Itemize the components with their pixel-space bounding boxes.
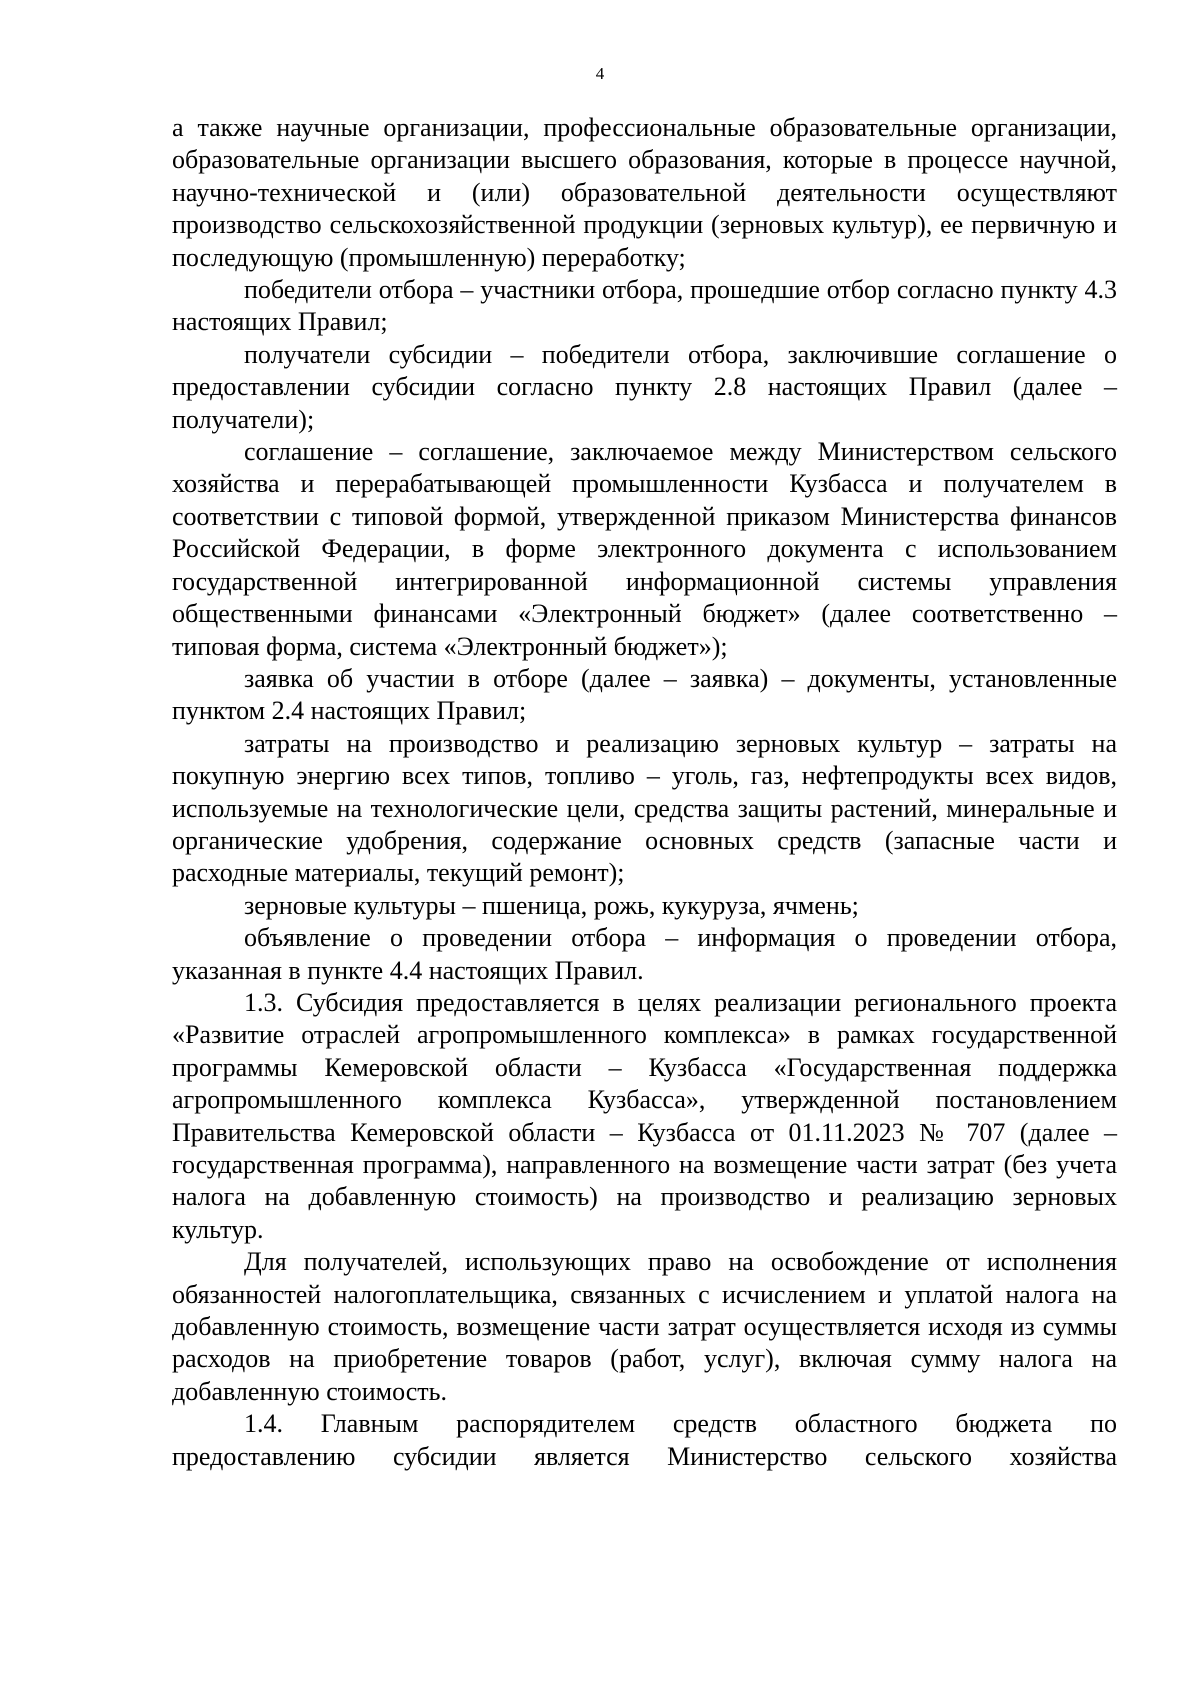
paragraph-production-costs: затраты на производство и реализацию зерновых культур – затраты на покупную энергию всех типов, топливо – уголь, газ, нефтепродукты всех видов, используемые на технологические цели, средства защиты растений, минеральные и органические удобрения, содержание основных средств (запасные части и расходные материалы, текущий ремонт); [172,728,1117,888]
paragraph-agreement-definition: соглашение – соглашение, заключаемое между Министерством сельского хозяйства и перерабатывающей промышленности Кузбасса и получателем в соответствии с типовой формой, утвержденной приказом Министерства финансов Российской Федерации, в форме электронного документа с использованием государственной интегрированной информационной системы управления общественными финансами «Электронный бюджет» (далее соответственно – типовая форма, система «Электронный бюджет»); [172,437,1117,661]
paragraph-scientific-organizations: а также научные организации, профессиональные образовательные организации, образовательные организации высшего образования, которые в процессе научной, научно-технической и (или) образовательной деятельности осуществляют производство сельскохозяйственной продукции (зерновых культур), ее первичную и последующую (промышленную) переработку; [172,113,1117,272]
paragraph-selection-announcement: объявление о проведении отбора – информация о проведении отбора, указанная в пункте 4.4 настоящих Правил. [172,923,1117,985]
paragraph-grain-crops: зерновые культуры – пшеница, рожь, кукуруза, ячмень; [244,890,859,920]
paragraph-section-1-4: 1.4. Главным распорядителем средств областного бюджета по предоставлению субсидии является Министерство сельского хозяйства [172,1409,1117,1471]
paragraph-selection-winners: победители отбора – участники отбора, прошедшие отбор согласно пункту 4.3 настоящих Правил; [172,275,1117,337]
page-number: 4 [595,64,605,83]
paragraph-subsidy-recipients: получатели субсидии – победители отбора, заключившие соглашение о предоставлении субсидии согласно пункту 2.8 настоящих Правил (далее – получатели); [172,339,1117,434]
paragraph-vat-exempt-recipients: Для получателей, использующих право на освобождение от исполнения обязанностей налогоплательщика, связанных с исчислением и уплатой налога на добавленную стоимость, возмещение части затрат осуществляется исходя из суммы расходов на приобретение товаров (работ, услуг), включая сумму налога на добавленную стоимость. [172,1247,1117,1406]
document-body [172,112,1117,1473]
paragraph-section-1-3: 1.3. Субсидия предоставляется в целях реализации регионального проекта «Развитие отраслей агропромышленного комплекса» в рамках государственной программы Кемеровской области – Кузбасса «Государственная поддержка агропромышленного комплекса Кузбасса», утвержденной постановлением Правительства Кемеровской области – Кузбасса от 01.11.2023 № 707 (далее – государственная программа), направленного на возмещение части затрат (без учета налога на добавленную стоимость) на производство и реализацию зерновых культур. [172,987,1117,1244]
paragraph-application-definition: заявка об участии в отборе (далее – заявка) – документы, установленные пунктом 2.4 настоящих Правил; [172,663,1117,726]
